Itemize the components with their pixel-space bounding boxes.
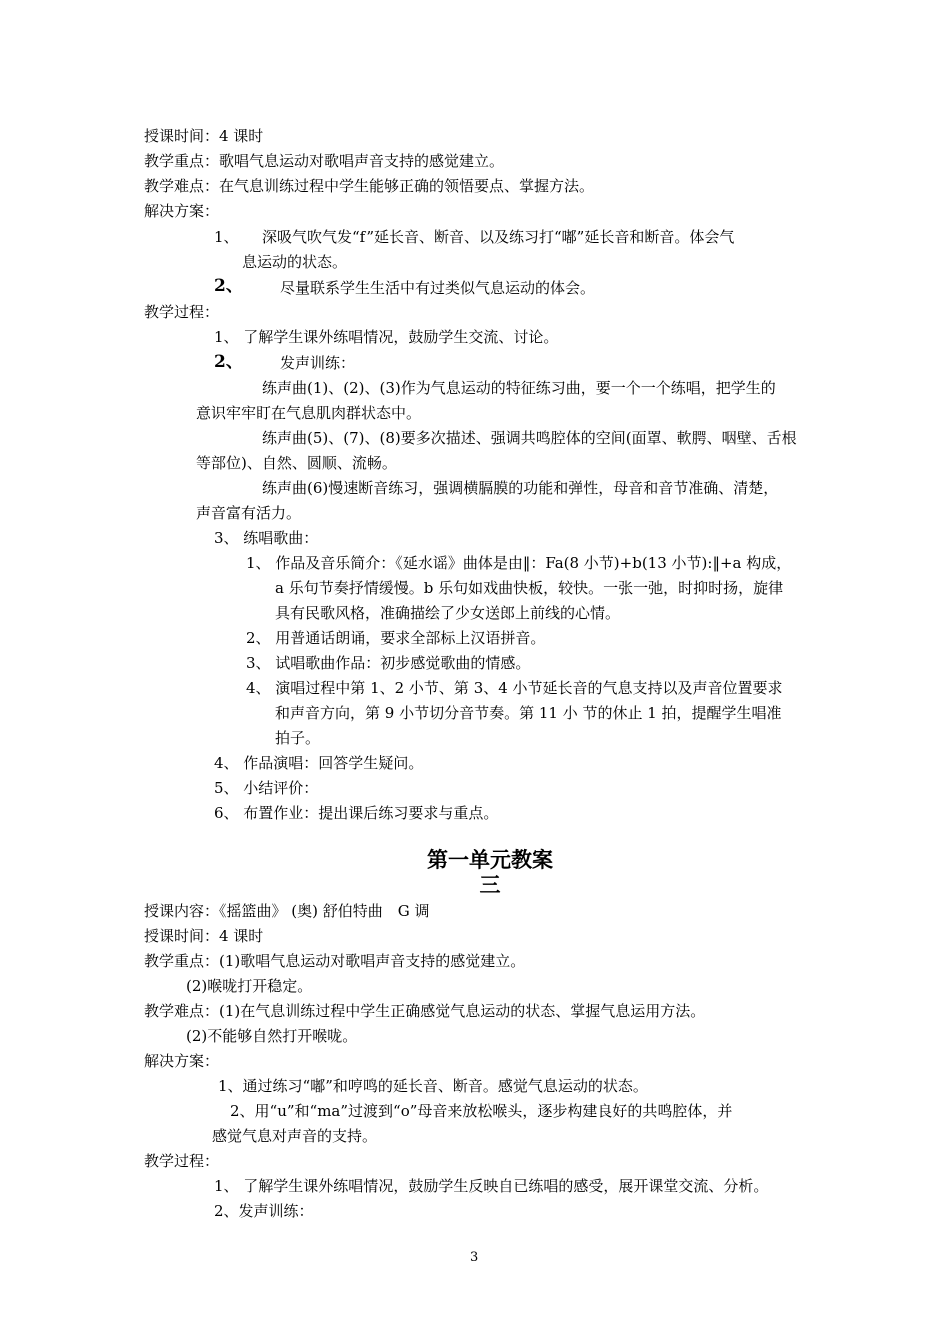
solution-2-number: 2、 (214, 276, 243, 296)
teaching-time-2: 授课时间：4 课时 (144, 927, 264, 945)
teaching-key-point-2b: (2)喉咙打开稳定。 (186, 977, 313, 995)
teaching-difficulty: 教学难点：在气息训练过程中学生能够正确的领悟要点、掌握方法。 (144, 177, 595, 195)
teaching-key-point: 教学重点：歌唱气息运动对歌唱声音支持的感觉建立。 (144, 152, 505, 170)
solution-2-item-2-line1: 2、用“u”和“ma”过渡到“o”母音来放松喉头，逐步构建良好的共鸣腔体，并 (230, 1102, 733, 1120)
solution-2-item-2-line2: 感觉气息对声音的支持。 (212, 1127, 378, 1145)
solution-2-item-1: 1、通过练习“嘟”和哼鸣的延长音、断音。感觉气息运动的状态。 (218, 1077, 648, 1095)
process-label-2: 教学过程： (144, 1152, 220, 1170)
teaching-time: 授课时间：4 课时 (144, 127, 264, 145)
teaching-content: 授课内容：《摇篮曲》 (奥) 舒伯特曲 G 调 (144, 902, 430, 920)
solution-label-2: 解决方案： (144, 1052, 220, 1070)
solution-1-line2: 息运动的状态。 (242, 253, 348, 271)
process-item-5: 5、 小结评价： (214, 779, 319, 797)
process-2-item-1: 1、 了解学生课外练唱情况，鼓励学生反映自已练唱的感受，展开课堂交流、分析。 (214, 1177, 769, 1195)
process-label: 教学过程： (144, 303, 220, 321)
vocal-exercise-1-line1: 练声曲(1)、(2)、(3)作为气息运动的特征练习曲，要一个一个练唱，把学生的 (262, 379, 776, 397)
solution-1-number: 1、 (214, 228, 239, 246)
song-item-3: 3、 试唱歌曲作品：初步感觉歌曲的情感。 (246, 654, 531, 672)
unit-title-number: 三 (479, 873, 501, 897)
solution-1-line1: 深吸气吹气发“f”延长音、断音、以及练习打“嘟”延长音和断音。体会气 (262, 228, 735, 246)
process-item-4: 4、 作品演唱：回答学生疑问。 (214, 754, 424, 772)
page-number: 3 (470, 1250, 479, 1265)
teaching-difficulty-2b: (2)不能够自然打开喉咙。 (186, 1027, 358, 1045)
song-item-4-line1: 4、 演唱过程中第 1、2 小节、第 3、4 小节延长音的气息支持以及声音位置要求 (246, 679, 783, 697)
process-item-2-label: 发声训练： (280, 354, 356, 372)
process-item-1: 1、 了解学生课外练唱情况，鼓励学生交流、讨论。 (214, 328, 559, 346)
song-item-4-line2: 和声音方向，第 9 小节切分音节奏。第 11 小 节的休止 1 拍，提醒学生唱准 (275, 704, 782, 722)
vocal-exercise-1-line2: 意识牢牢盯在气息肌肉群状态中。 (196, 404, 422, 422)
vocal-exercise-3-line2: 声音富有活力。 (196, 504, 302, 522)
solution-label: 解决方案： (144, 202, 220, 220)
song-item-2: 2、 用普通话朗诵，要求全部标上汉语拼音。 (246, 629, 546, 647)
solution-2-line1: 尽量联系学生生活中有过类似气息运动的体会。 (280, 279, 596, 297)
process-item-2-number: 2、 (214, 352, 243, 372)
vocal-exercise-2-line2: 等部位)、自然、圆顺、流畅。 (196, 454, 397, 472)
unit-title: 第一单元教案 (427, 848, 553, 872)
vocal-exercise-2-line1: 练声曲(5)、(7)、(8)要多次描述、强调共鸣腔体的空间(面罩、軟腭、咽壁、舌根 (262, 429, 797, 447)
song-item-1-line2: a 乐句节奏抒情缓慢。b 乐句如戏曲快板，较快。一张一弛，时抑时扬，旋律 (275, 579, 784, 597)
song-item-1-line3: 具有民歌风格，准确描绘了少女送郎上前线的心情。 (275, 604, 621, 622)
teaching-difficulty-2a: 教学难点：(1)在气息训练过程中学生正确感觉气息运动的状态、掌握气息运用方法。 (144, 1002, 706, 1020)
song-item-1-line1: 1、 作品及音乐简介：《延水谣》曲体是由‖：Fa(8 小节)+b(13 小节):‖+a 构成， (246, 554, 792, 572)
process-item-3: 3、 练唱歌曲： (214, 529, 319, 547)
process-item-6: 6、 布置作业：提出课后练习要求与重点。 (214, 804, 499, 822)
teaching-key-point-2a: 教学重点：(1)歌唱气息运动对歌唱声音支持的感觉建立。 (144, 952, 526, 970)
vocal-exercise-3-line1: 练声曲(6)慢速断音练习，强调横膈膜的功能和弹性，母音和音节准确、清楚， (262, 479, 779, 497)
process-2-item-2: 2、发声训练： (214, 1202, 314, 1220)
song-item-4-line3: 拍子。 (275, 729, 321, 747)
